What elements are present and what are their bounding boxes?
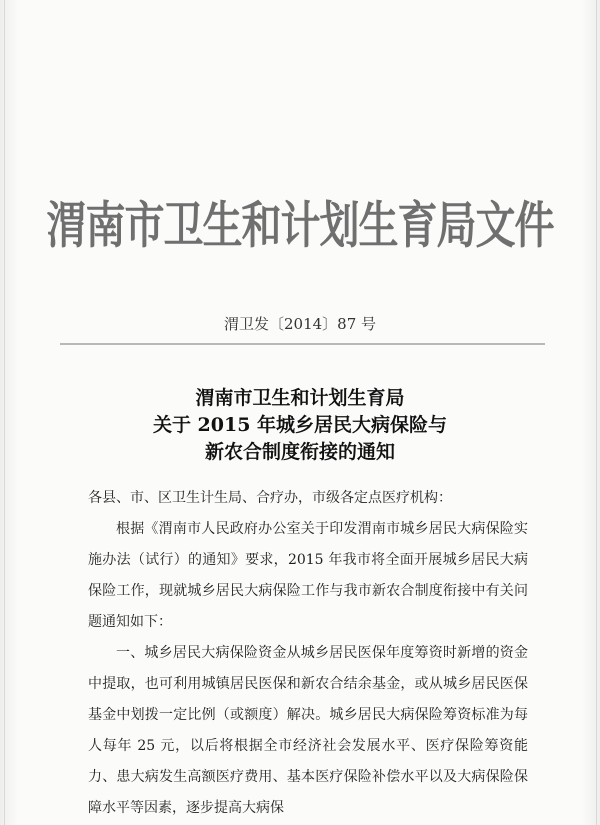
body-paragraph: 一、城乡居民大病保险资金从城乡居民医保年度筹资时新增的资金中提取，也可利用城镇居民医保和新农合结余基金，或从城乡居民医保基金中划拨一定比例（或额度）解决。城乡居民大病保险筹资标准为每人每年 25 元，以后将根据全市经济社会发展水平、医疗保险筹资能力、患大病发生高额医疗费用、基本医疗保险补偿水平以及大病保险保障水平等因素，逐步提高大病保 [88, 645, 528, 816]
header-divider [60, 343, 545, 345]
document-header-title: 渭南市卫生和计划生育局文件 [46, 197, 554, 255]
document-number: 渭卫发〔2014〕87 号 [223, 315, 377, 333]
notice-title-line: 关于 2015 年城乡居民大病保险与 [152, 414, 448, 436]
notice-body [88, 483, 528, 824]
addressee: 各县、市、区卫生计生局、合疗办，市级各定点医疗机构： [88, 490, 452, 506]
body-paragraph: 根据《渭南市人民政府办公室关于印发渭南市城乡居民大病保险实施办法（试行）的通知》要求，2015 年我市将全面开展城乡居民大病保险工作，现就城乡居民大病保险工作与我市新农合制度衔接中有关问题通知如下： [88, 521, 528, 630]
notice-title-line: 新农合制度衔接的通知 [204, 441, 395, 463]
notice-title [0, 385, 600, 466]
notice-title-line: 渭南市卫生和计划生育局 [195, 387, 405, 409]
